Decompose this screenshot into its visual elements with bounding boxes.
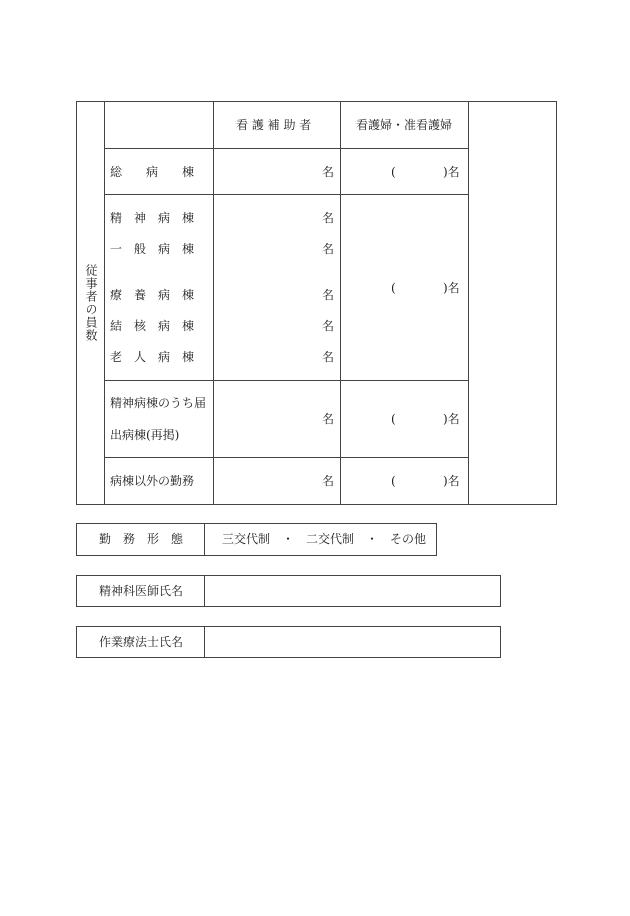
unit: 名 <box>322 350 335 364</box>
paren: ( <box>391 474 396 488</box>
unit: 名 <box>322 288 335 302</box>
paren-unit: )名 <box>443 412 460 426</box>
paren: ( <box>391 281 396 295</box>
paren-unit: )名 <box>443 165 460 179</box>
unit: 名 <box>322 242 335 256</box>
row-other-label: 病棟以外の勤務 <box>110 474 195 488</box>
row-tb-label: 結 核 病 棟 <box>110 319 195 333</box>
row-general-label: 一 般 病 棟 <box>110 242 195 256</box>
row-psych-registered-label: 精神病棟のうち届 <box>110 396 207 410</box>
staff-table <box>76 101 557 505</box>
row-elderly-label: 老 人 病 棟 <box>110 350 195 364</box>
header-nursing-aide: 看 護 補 助 者 <box>236 118 312 132</box>
paren: ( <box>391 165 396 179</box>
paren-unit: )名 <box>443 281 460 295</box>
row-care-label: 療 養 病 棟 <box>110 288 195 302</box>
row-psych-registered-label-2: 出病棟(再掲) <box>110 428 180 442</box>
psychiatrist-label: 精神科医師氏名 <box>99 584 184 598</box>
work-form-options[interactable]: 三交代制 ・ 二交代制 ・ その他 <box>222 532 427 546</box>
row-psych-label: 精 神 病 棟 <box>110 211 195 225</box>
side-label: 従事者の員数 <box>84 264 98 342</box>
unit: 名 <box>322 474 335 488</box>
unit: 名 <box>322 211 335 225</box>
paren-unit: )名 <box>443 474 460 488</box>
ot-field[interactable] <box>206 627 498 657</box>
unit: 名 <box>322 319 335 333</box>
work-form-label: 勤 務 形 態 <box>99 532 184 546</box>
unit: 名 <box>322 165 335 179</box>
unit: 名 <box>322 412 335 426</box>
ot-label: 作業療法士氏名 <box>99 635 184 649</box>
row-total-label: 総 病 棟 <box>110 165 195 179</box>
header-nurse: 看護婦・准看護婦 <box>356 118 453 132</box>
paren: ( <box>391 412 396 426</box>
psychiatrist-field[interactable] <box>206 576 498 606</box>
